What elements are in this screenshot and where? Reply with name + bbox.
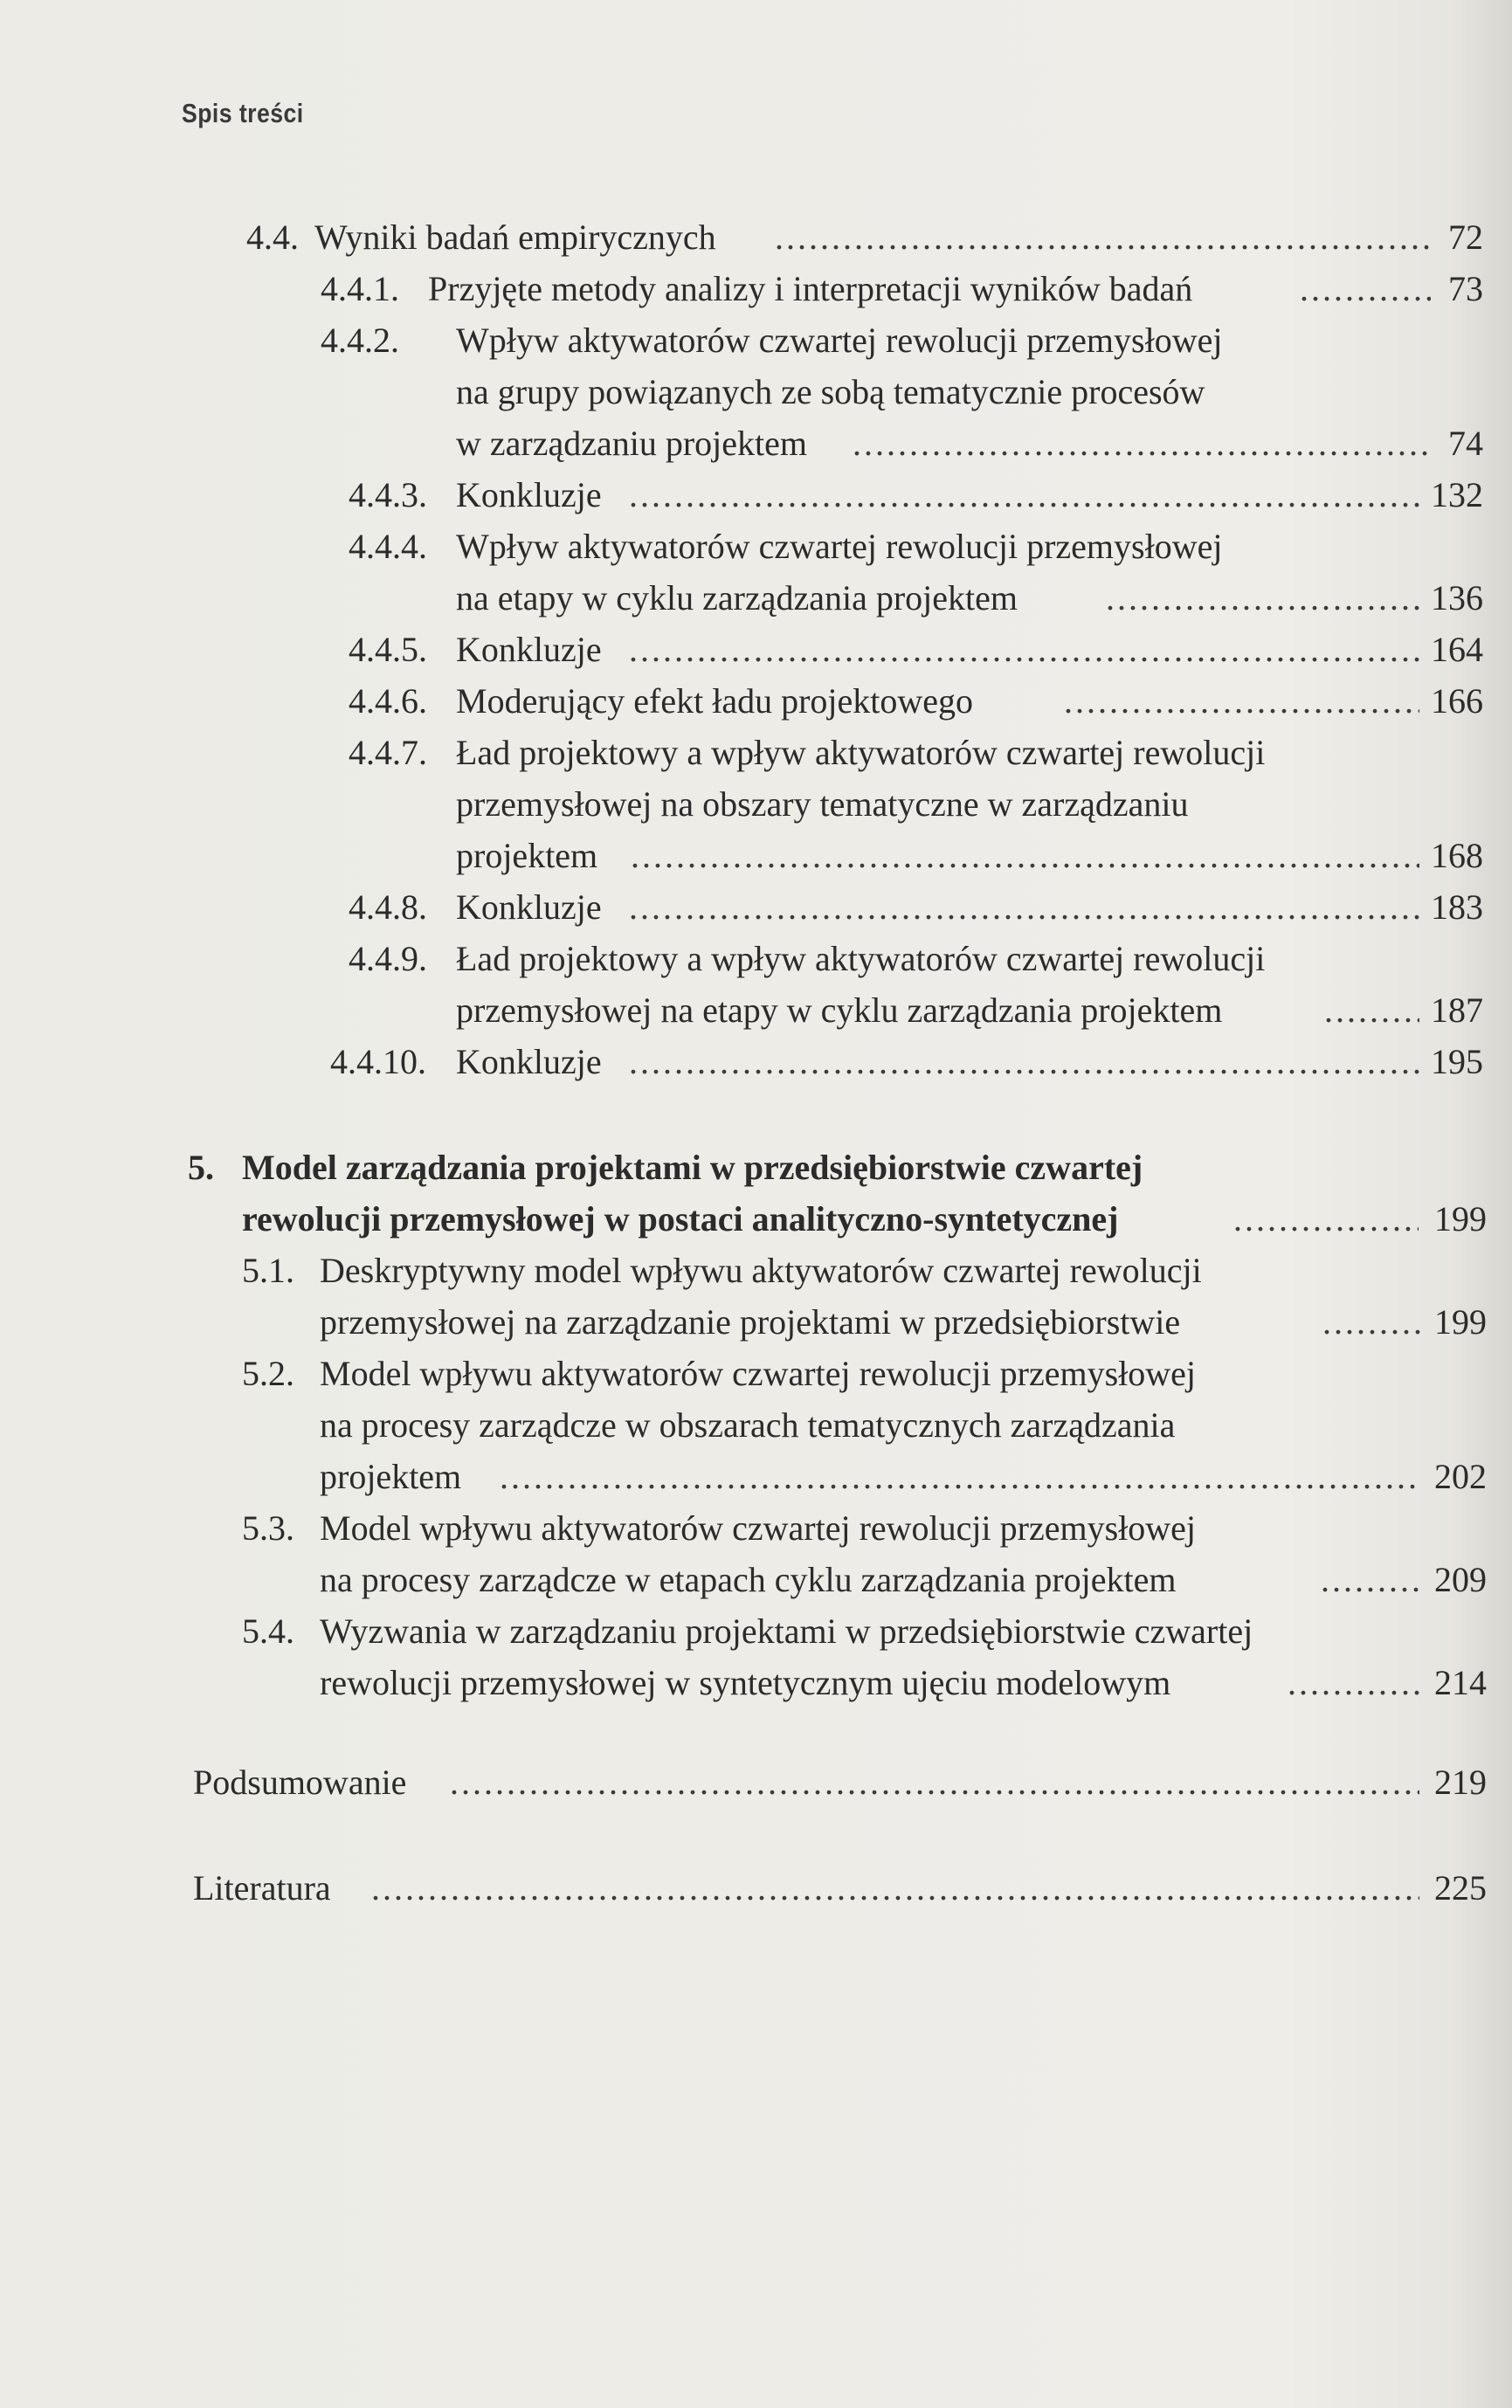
- entry-title-line-2: rewolucji przemysłowej w postaci analityczno-syntetycznej: [242, 1199, 1119, 1238]
- toc-entry-4-4-7-cont: [0, 779, 1483, 830]
- leader-dots: [371, 1863, 1419, 1914]
- entry-number: 4.4.10.: [330, 1042, 426, 1081]
- leader-dots: [629, 1037, 1419, 1087]
- entry-title: Konkluzje: [456, 475, 602, 514]
- toc-entry-5-4-cont: [0, 1658, 1487, 1708]
- entry-title-line-2: na grupy powiązanych ze sobą tematycznie procesów: [456, 372, 1205, 411]
- entry-title-line-1: Model wpływu aktywatorów czwartej rewolucji przemysłowej: [320, 1354, 1197, 1393]
- entry-title-line-1: Wpływ aktywatorów czwartej rewolucji przemysłowej: [456, 527, 1223, 566]
- toc-chapter-5: [0, 1142, 1487, 1193]
- leader-dots: [450, 1757, 1419, 1808]
- entry-page: 202: [1434, 1457, 1487, 1496]
- entry-title: Konkluzje: [456, 887, 602, 927]
- leader-dots: [1300, 264, 1431, 314]
- entry-title: Literatura: [193, 1868, 331, 1908]
- entry-page: 187: [1431, 990, 1483, 1030]
- toc-entry-4-4-3: [0, 470, 1483, 521]
- entry-title-line-2: na procesy zarządcze w etapach cyklu zarządzania projektem: [320, 1560, 1177, 1599]
- toc-chapter-5-cont: [0, 1194, 1487, 1245]
- toc-summary: [0, 1757, 1487, 1808]
- entry-number: 4.4.2.: [321, 321, 399, 360]
- entry-number: 4.4.4.: [349, 527, 427, 566]
- entry-number: 4.4.3.: [349, 475, 427, 514]
- leader-dots: [775, 212, 1430, 263]
- leader-dots: [1288, 1658, 1420, 1708]
- toc-entry-4-4-7-cont: [0, 831, 1483, 881]
- entry-page: 199: [1434, 1199, 1487, 1238]
- entry-page: 164: [1431, 630, 1483, 669]
- toc-entry-4-4-9-cont: [0, 985, 1483, 1036]
- entry-page: 219: [1434, 1763, 1487, 1802]
- entry-number: 5.4.: [242, 1611, 294, 1651]
- entry-number: 4.4.7.: [349, 733, 427, 772]
- toc-entry-4-4-1: [0, 264, 1483, 314]
- entry-title-line-2: na etapy w cyklu zarządzania projektem: [456, 578, 1018, 618]
- leader-dots: [629, 470, 1419, 521]
- toc-entry-4-4-7: [0, 728, 1483, 778]
- toc-entry-4-4-4: [0, 521, 1483, 572]
- entry-title-line-2: przemysłowej na obszary tematyczne w zarządzaniu: [456, 784, 1189, 824]
- entry-title: Konkluzje: [456, 630, 602, 669]
- entry-number: 4.4.: [246, 217, 299, 257]
- toc-entry-5-2-cont: [0, 1452, 1487, 1502]
- leader-dots: [1233, 1194, 1419, 1245]
- entry-title-line-3: w zarządzaniu projektem: [456, 424, 808, 463]
- entry-page: 168: [1431, 836, 1483, 875]
- entry-page: 74: [1448, 424, 1483, 463]
- entry-number: 4.4.6.: [349, 681, 427, 721]
- toc-entry-4-4-8: [0, 882, 1483, 933]
- leader-dots: [629, 624, 1419, 675]
- entry-title-line-1: Ład projektowy a wpływ aktywatorów czwartej rewolucji: [456, 733, 1266, 772]
- entry-title-line-3: projektem: [456, 836, 598, 875]
- toc-entry-5-3-cont: [0, 1555, 1487, 1605]
- entry-number: 5.2.: [242, 1354, 294, 1393]
- entry-title-line-1: Model wpływu aktywatorów czwartej rewolucji przemysłowej: [320, 1508, 1197, 1548]
- toc-entry-5-4: [0, 1606, 1487, 1657]
- entry-page: 209: [1434, 1560, 1487, 1599]
- toc-entry-5-2-cont: [0, 1400, 1487, 1451]
- entry-title-line-3: projektem: [320, 1457, 462, 1496]
- toc-entry-5-1: [0, 1245, 1487, 1296]
- entry-number: 5.: [188, 1148, 214, 1187]
- entry-page: 72: [1448, 217, 1483, 257]
- entry-title: Podsumowanie: [193, 1763, 407, 1802]
- entry-title-line-1: Deskryptywny model wpływu aktywatorów czwartej rewolucji: [320, 1251, 1202, 1290]
- entry-page: 214: [1434, 1663, 1487, 1702]
- leader-dots: [1322, 1297, 1424, 1348]
- toc-entry-4-4-2-cont: [0, 418, 1483, 469]
- entry-title-line-2: przemysłowej na zarządzanie projektami w przedsiębiorstwie: [320, 1302, 1181, 1342]
- leader-dots: [1324, 985, 1419, 1036]
- entry-page: 136: [1431, 578, 1483, 618]
- toc-entry-4-4-10: [0, 1037, 1483, 1087]
- toc-entry-4-4: [0, 212, 1483, 263]
- toc-entry-4-4-2-cont: [0, 367, 1483, 417]
- entry-page: 183: [1431, 887, 1483, 927]
- toc-entry-5-3: [0, 1503, 1487, 1554]
- entry-title-line-1: Wyzwania w zarządzaniu projektami w przedsiębiorstwie czwartej: [320, 1611, 1253, 1651]
- running-head: Spis treści: [182, 98, 304, 128]
- entry-page: 73: [1448, 269, 1483, 308]
- entry-title: Moderujący efekt ładu projektowego: [456, 681, 974, 721]
- entry-number: 5.1.: [242, 1251, 294, 1290]
- toc-entry-4-4-4-cont: [0, 573, 1483, 624]
- entry-number: 5.3.: [242, 1508, 294, 1548]
- entry-title-line-1: Ład projektowy a wpływ aktywatorów czwartej rewolucji: [456, 939, 1266, 978]
- toc-entry-4-4-9: [0, 934, 1483, 984]
- toc-entry-5-1-cont: [0, 1297, 1487, 1348]
- entry-title-line-2: rewolucji przemysłowej w syntetycznym ujęciu modelowym: [320, 1663, 1171, 1702]
- entry-page: 132: [1431, 475, 1483, 514]
- entry-page: 225: [1434, 1868, 1487, 1908]
- entry-title: Przyjęte metody analizy i interpretacji wyników badań: [428, 269, 1193, 308]
- leader-dots: [1064, 676, 1419, 727]
- entry-title-line-1: Model zarządzania projektami w przedsiębiorstwie czwartej: [242, 1148, 1143, 1187]
- entry-title: Konkluzje: [456, 1042, 602, 1081]
- entry-number: 4.4.9.: [349, 939, 427, 978]
- toc-bibliography: [0, 1863, 1487, 1914]
- toc-entry-5-2: [0, 1349, 1487, 1399]
- leader-dots: [1321, 1555, 1424, 1605]
- entry-title-line-1: Wpływ aktywatorów czwartej rewolucji przemysłowej: [456, 321, 1223, 360]
- leader-dots: [629, 882, 1419, 933]
- toc-entry-4-4-2: [0, 315, 1483, 366]
- entry-page: 199: [1434, 1302, 1487, 1342]
- leader-dots: [1106, 573, 1419, 624]
- entry-title-line-2: na procesy zarządcze w obszarach tematycznych zarządzania: [320, 1405, 1176, 1445]
- toc-entry-4-4-5: [0, 624, 1483, 675]
- entry-number: 4.4.8.: [349, 887, 427, 927]
- entry-page: 166: [1431, 681, 1483, 721]
- leader-dots: [853, 418, 1433, 469]
- entry-title: Wyniki badań empirycznych: [314, 217, 716, 257]
- entry-number: 4.4.5.: [349, 630, 427, 669]
- leader-dots: [631, 831, 1419, 881]
- entry-page: 195: [1431, 1042, 1483, 1081]
- entry-number: 4.4.1.: [321, 269, 399, 308]
- toc-entry-4-4-6: [0, 676, 1483, 727]
- entry-title-line-2: przemysłowej na etapy w cyklu zarządzania projektem: [456, 990, 1223, 1030]
- leader-dots: [500, 1452, 1419, 1502]
